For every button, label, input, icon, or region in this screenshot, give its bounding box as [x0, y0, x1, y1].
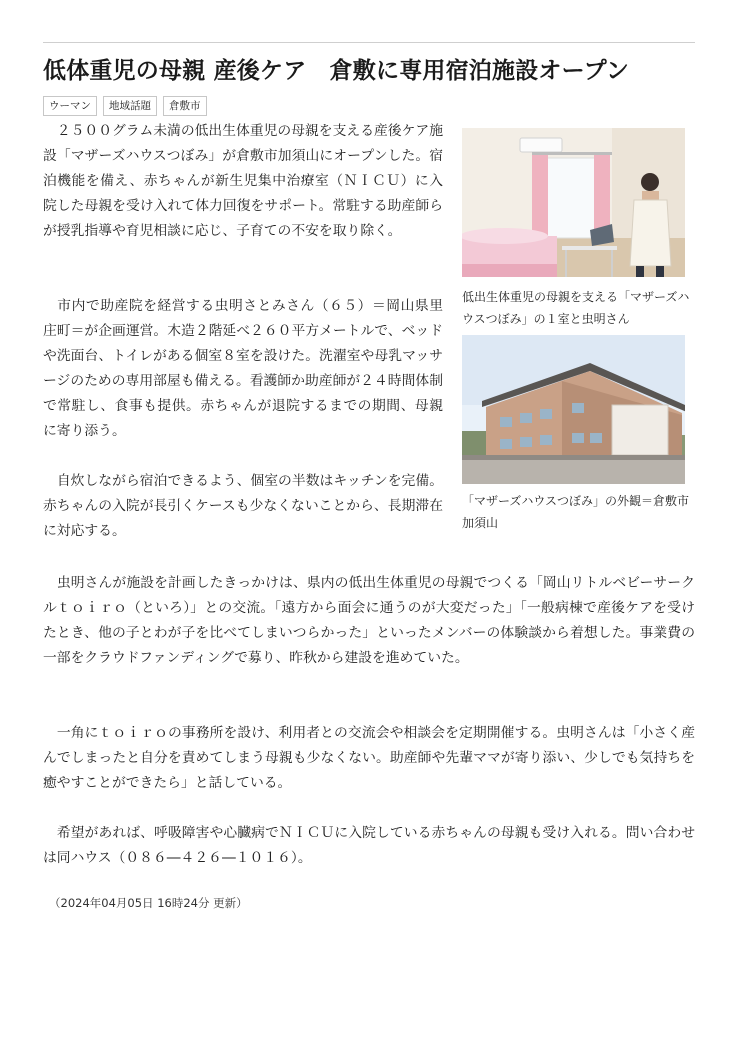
paragraph-5: 一角にｔｏｉｒｏの事務所を設け、利用者との交流会や相談会を定期開催する。虫明さんは「小さく産んでしまったと自分を責めてしまう母親も少なくない。助産師や先輩ママが寄り添い、少しでも気持ちを癒やすことができたら」と話している。 — [43, 725, 695, 791]
tag-kurashiki[interactable]: 倉敷市 — [163, 96, 207, 116]
paragraph-2: 市内で助産院を経営する虫明さとみさん（６５）＝岡山県里庄町＝が企画運営。木造２階延べ２６０平方メートルで、ベッドや洗面台、トイレがある個室８室を設けた。洗濯室や母乳マッサージのための専用部屋も備える。看護師か助産師が２４時間体制で常駐し、食事も提供。赤ちゃんが退院するまでの期間、母親に寄り添う。 — [43, 298, 443, 439]
paragraph-1: ２５００グラム未満の低出生体重児の母親を支える産後ケア施設「マザーズハウスつぼみ」が倉敷市加須山にオープンした。宿泊機能を備え、赤ちゃんが新生児集中治療室（ＮＩＣＵ）に入院した母親を受け入れて体力回復をサポート。常駐する助産師らが授乳指導や育児相談に応じ、子育ての不安を取り除く。 — [43, 123, 443, 239]
article-title: 低体重児の母親 産後ケア 倉敷に専用宿泊施設オープン — [43, 58, 630, 84]
room-photo — [462, 128, 685, 277]
updated-timestamp: （2024年04月05日 16時24分 更新） — [49, 896, 248, 910]
paragraph-6: 希望があれば、呼吸障害や心臓病でＮＩＣＵに入院している赤ちゃんの母親も受け入れる。問い合わせは同ハウス（０８６―４２６―１０１６）。 — [43, 825, 695, 866]
tag-woman[interactable]: ウーマン — [43, 96, 97, 116]
paragraph-3: 自炊しながら宿泊できるよう、個室の半数はキッチンを完備。赤ちゃんの入院が長引くケースも少なくないことから、長期滞在に対応する。 — [43, 473, 443, 539]
room-photo-caption: 低出生体重児の母親を支える「マザーズハウスつぼみ」の１室と虫明さん — [462, 290, 690, 326]
top-divider — [43, 42, 695, 43]
tag-local-topics[interactable]: 地域話題 — [103, 96, 157, 116]
tag-list — [43, 96, 207, 116]
building-photo — [462, 335, 685, 484]
building-photo-caption: 「マザーズハウスつぼみ」の外観＝倉敷市加須山 — [462, 494, 690, 530]
paragraph-4: 虫明さんが施設を計画したきっかけは、県内の低出生体重児の母親でつくる「岡山リトルベビーサークルｔｏｉｒｏ（といろ）」との交流。「遠方から面会に通うのが大変だった」「一般病棟で産後ケアを受けたとき、他の子とわが子を比べてしまいつらかった」といったメンバーの体験談から着想した。事業費の一部をクラウドファンディングで募り、昨秋から建設を進めていた。 — [43, 575, 695, 666]
